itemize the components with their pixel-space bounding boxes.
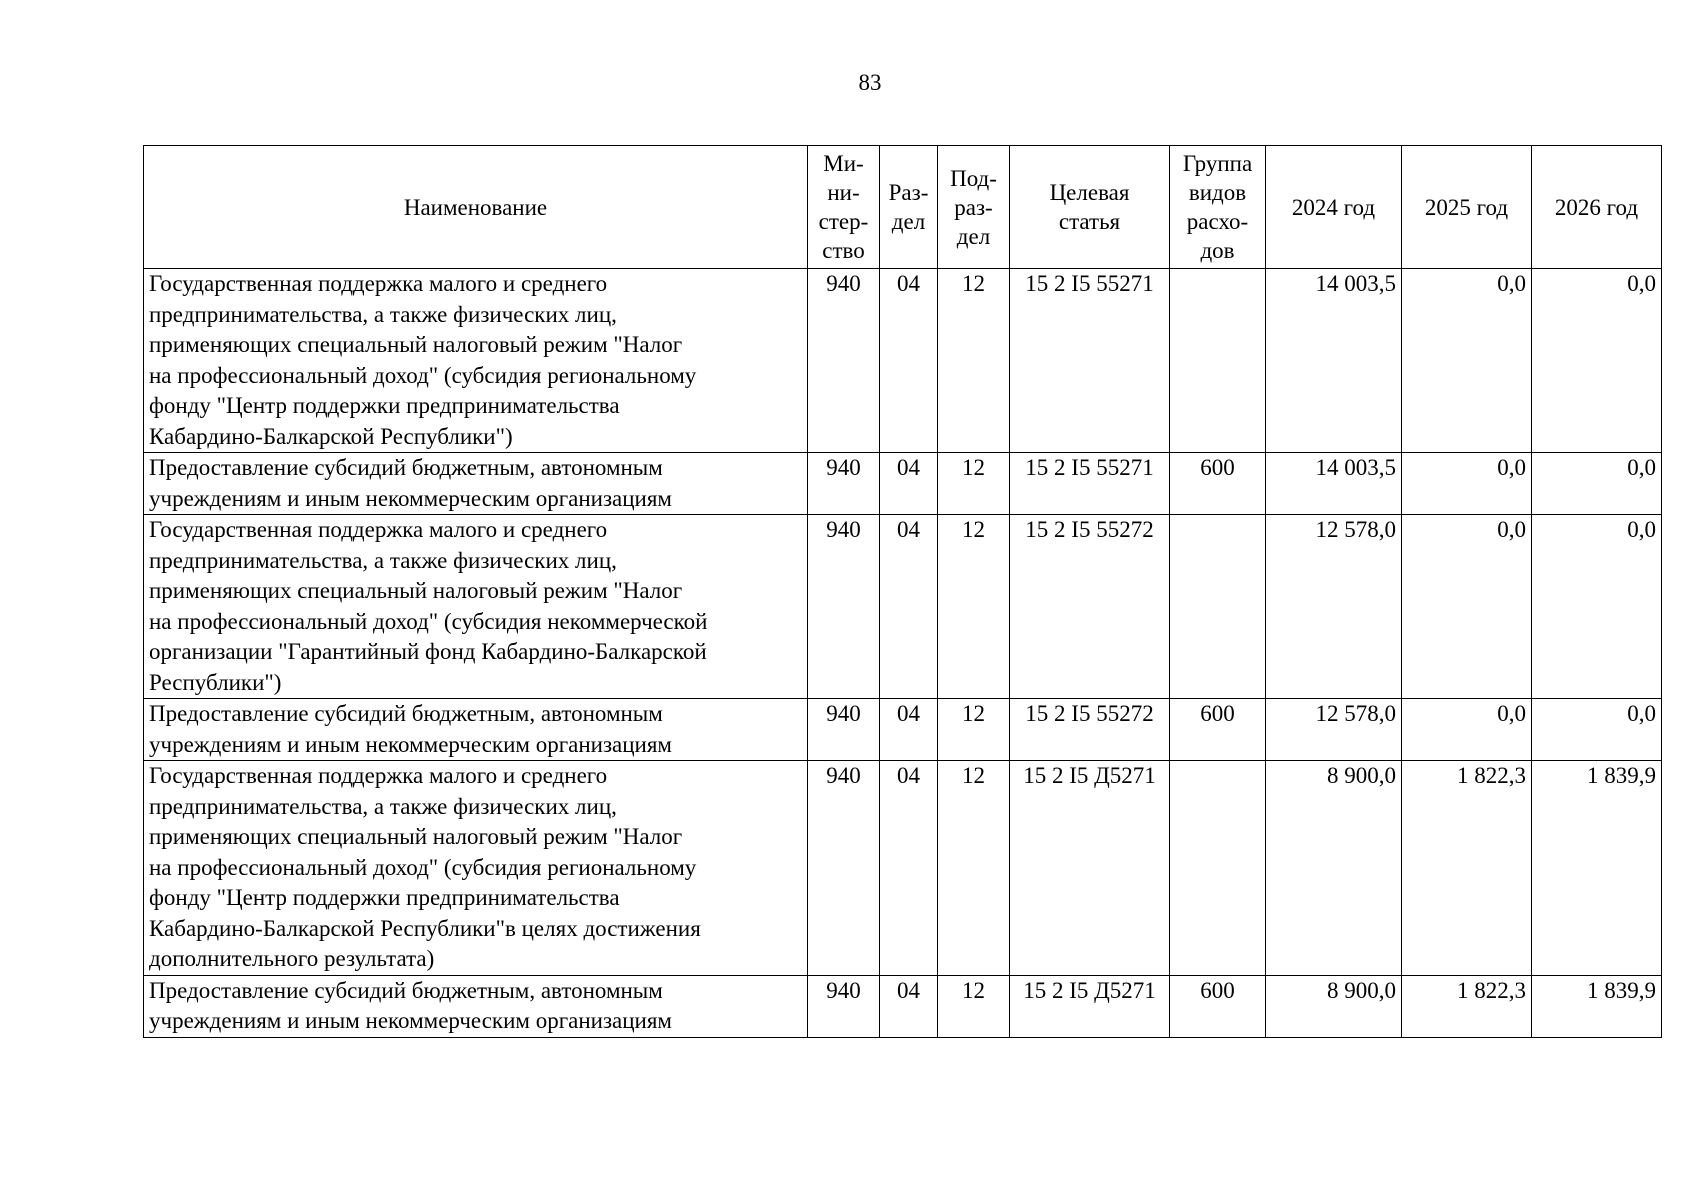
cell-section: 04 <box>880 699 938 761</box>
table-row <box>144 453 1662 515</box>
budget-table <box>143 145 1662 1038</box>
cell-name-line: предпринимательства, а также физических лиц, <box>149 547 617 573</box>
header-expense-group: Группа видов расхо- дов <box>1170 146 1266 269</box>
cell-2025: 0,0 <box>1402 699 1532 761</box>
cell-2026: 0,0 <box>1532 269 1662 453</box>
cell-target-article: 15 2 I5 55272 <box>1010 515 1170 699</box>
cell-name-line: фонду "Центр поддержки предпринимательства <box>149 885 620 910</box>
cell-name-line: применяющих специальный налоговый режим "Налог <box>149 824 683 849</box>
cell-subsection: 12 <box>938 699 1010 761</box>
cell-2024: 12 578,0 <box>1266 515 1402 699</box>
cell-2026: 1 839,9 <box>1532 975 1662 1037</box>
header-section: Раз- дел <box>880 146 938 269</box>
cell-name-line: применяющих специальный налоговый режим "Налог <box>149 578 683 603</box>
cell-2026: 0,0 <box>1532 453 1662 515</box>
cell-2024: 12 578,0 <box>1266 699 1402 761</box>
table-row <box>144 269 1662 453</box>
cell-name <box>144 699 808 761</box>
cell-name-line: Предоставление субсидий бюджетным, автономным <box>149 701 663 726</box>
cell-name-line: Республики") <box>149 669 282 695</box>
cell-2025: 1 822,3 <box>1402 975 1532 1037</box>
cell-name <box>144 269 808 453</box>
cell-name-line: на профессиональный доход" (субсидия региональному <box>149 854 697 880</box>
cell-name-line: организации "Гарантийный фонд Кабардино-Балкарской <box>149 639 707 664</box>
cell-target-article: 15 2 I5 55272 <box>1010 699 1170 761</box>
header-target-article: Целевая статья <box>1010 146 1170 269</box>
cell-2025: 1 822,3 <box>1402 761 1532 976</box>
page-number: 83 <box>858 70 882 95</box>
cell-2025: 0,0 <box>1402 515 1532 699</box>
cell-name-line: Кабардино-Балкарской Республики"в целях достижения <box>149 915 701 941</box>
cell-name <box>144 761 808 976</box>
cell-subsection: 12 <box>938 975 1010 1037</box>
cell-2026: 0,0 <box>1532 515 1662 699</box>
cell-target-article: 15 2 I5 55271 <box>1010 453 1170 515</box>
cell-subsection: 12 <box>938 515 1010 699</box>
cell-name-line: предпринимательства, а также физических лиц, <box>149 301 617 327</box>
cell-name-line: учреждениям и иным некоммерческим организациям <box>149 1008 672 1033</box>
cell-section: 04 <box>880 515 938 699</box>
cell-name-line: учреждениям и иным некоммерческим организациям <box>149 485 672 511</box>
cell-section: 04 <box>880 453 938 515</box>
cell-2024: 14 003,5 <box>1266 453 1402 515</box>
cell-expense-group <box>1170 761 1266 976</box>
cell-ministry: 940 <box>808 269 880 453</box>
cell-name-line: фонду "Центр поддержки предпринимательства <box>149 393 620 418</box>
cell-2024: 14 003,5 <box>1266 269 1402 453</box>
cell-expense-group: 600 <box>1170 453 1266 515</box>
cell-2026: 1 839,9 <box>1532 761 1662 976</box>
cell-expense-group: 600 <box>1170 699 1266 761</box>
cell-target-article: 15 2 I5 55271 <box>1010 269 1170 453</box>
header-subsection: Под- раз- дел <box>938 146 1010 269</box>
cell-2024: 8 900,0 <box>1266 761 1402 976</box>
header-2026: 2026 год <box>1532 146 1662 269</box>
cell-name-line: учреждениям и иным некоммерческим организациям <box>149 731 672 757</box>
header-2024: 2024 год <box>1266 146 1402 269</box>
header-2025: 2025 год <box>1402 146 1532 269</box>
cell-target-article: 15 2 I5 Д5271 <box>1010 975 1170 1037</box>
cell-ministry: 940 <box>808 975 880 1037</box>
cell-name-line: на профессиональный доход" (субсидия региональному <box>149 362 697 388</box>
cell-subsection: 12 <box>938 269 1010 453</box>
cell-ministry: 940 <box>808 699 880 761</box>
cell-name-line: дополнительного результата) <box>149 946 435 971</box>
cell-target-article: 15 2 I5 Д5271 <box>1010 761 1170 976</box>
cell-expense-group <box>1170 269 1266 453</box>
cell-section: 04 <box>880 975 938 1037</box>
cell-name-line: применяющих специальный налоговый режим "Налог <box>149 332 683 357</box>
cell-2025: 0,0 <box>1402 453 1532 515</box>
cell-name-line: на профессиональный доход" (субсидия некоммерческой <box>149 608 708 634</box>
cell-name-line: Государственная поддержка малого и среднего <box>149 763 608 788</box>
cell-name-line: Кабардино-Балкарской Республики") <box>149 423 513 449</box>
cell-2025: 0,0 <box>1402 269 1532 453</box>
header-name: Наименование <box>144 146 808 269</box>
cell-ministry: 940 <box>808 761 880 976</box>
table-row <box>144 975 1662 1037</box>
cell-name-line: Государственная поддержка малого и среднего <box>149 517 608 542</box>
table-row <box>144 699 1662 761</box>
cell-name <box>144 975 808 1037</box>
table-row <box>144 515 1662 699</box>
cell-name <box>144 453 808 515</box>
cell-ministry: 940 <box>808 515 880 699</box>
cell-expense-group: 600 <box>1170 975 1266 1037</box>
cell-name-line: предпринимательства, а также физических лиц, <box>149 793 617 819</box>
table-header-row <box>144 146 1662 269</box>
cell-subsection: 12 <box>938 761 1010 976</box>
cell-name <box>144 515 808 699</box>
cell-section: 04 <box>880 269 938 453</box>
cell-expense-group <box>1170 515 1266 699</box>
cell-2026: 0,0 <box>1532 699 1662 761</box>
header-ministry: Ми- ни- стер- ство <box>808 146 880 269</box>
cell-name-line: Государственная поддержка малого и среднего <box>149 271 608 296</box>
cell-ministry: 940 <box>808 453 880 515</box>
cell-name-line: Предоставление субсидий бюджетным, автономным <box>149 977 663 1003</box>
cell-name-line: Предоставление субсидий бюджетным, автономным <box>149 455 663 480</box>
cell-section: 04 <box>880 761 938 976</box>
cell-2024: 8 900,0 <box>1266 975 1402 1037</box>
cell-subsection: 12 <box>938 453 1010 515</box>
table-row <box>144 761 1662 976</box>
